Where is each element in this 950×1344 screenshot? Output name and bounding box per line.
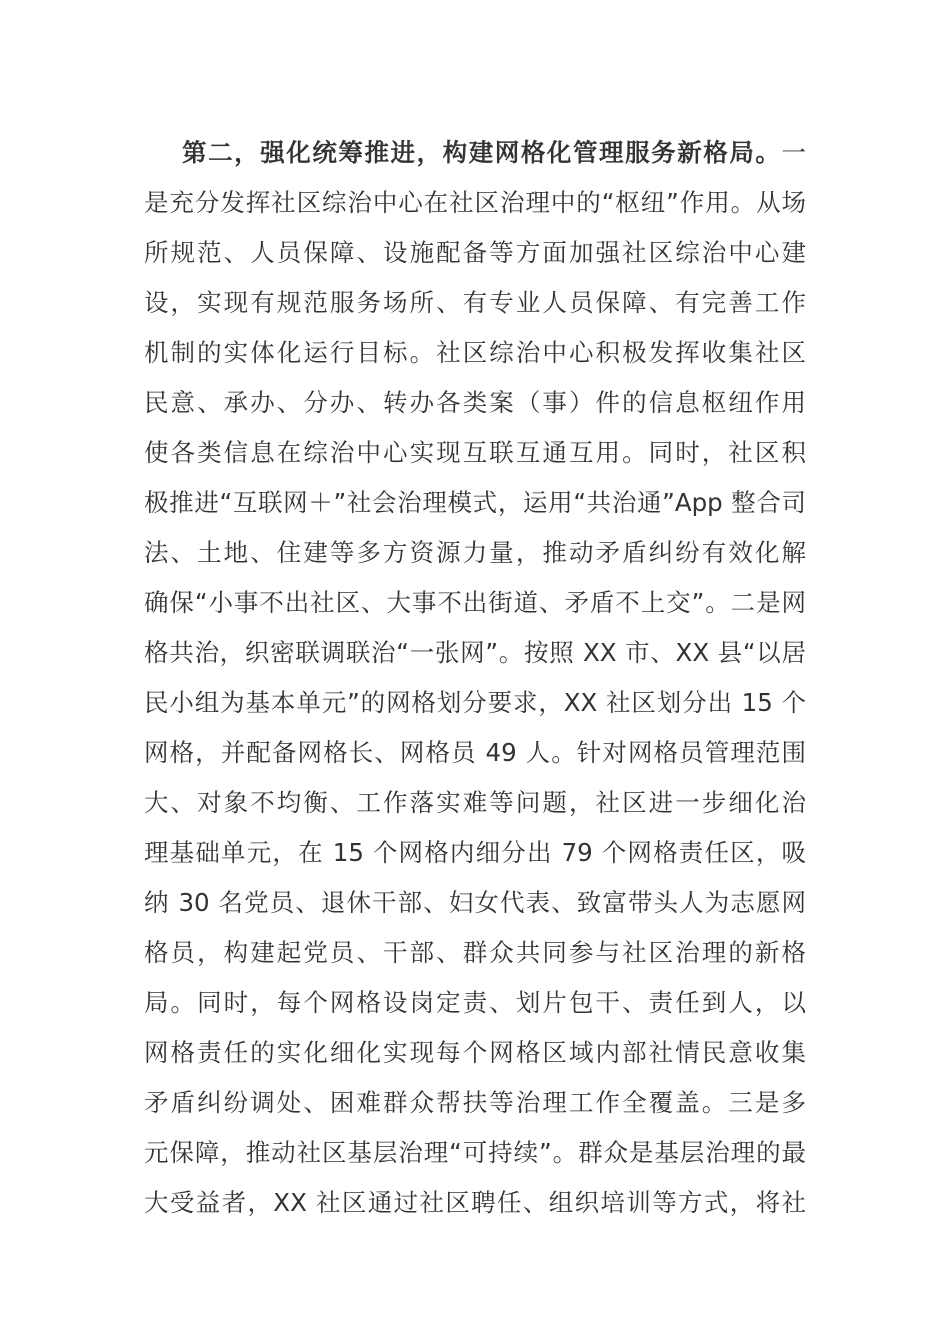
text-line: 民意、承办、分办、转办各类案（事）件的信息枢纽作用 bbox=[144, 388, 806, 417]
text-line: 网格，并配备网格长、网格员 49 人。针对网格员管理范围 bbox=[144, 738, 806, 767]
text-line: 法、土地、住建等多方资源力量，推动矛盾纠纷有效化解 bbox=[144, 538, 806, 567]
text-line: 是充分发挥社区综治中心在社区治理中的“枢纽”作用。从场 bbox=[144, 188, 806, 217]
paragraph-first-line bbox=[144, 128, 806, 178]
text-line: 理基础单元，在 15 个网格内细分出 79 个网格责任区，吸 bbox=[144, 838, 806, 867]
text-line: 机制的实体化运行目标。社区综治中心积极发挥收集社区 bbox=[144, 338, 806, 367]
text-line: 大受益者，XX 社区通过社区聘任、组织培训等方式，将社 bbox=[144, 1188, 806, 1217]
text-line: 网格责任的实化细化实现每个网格区域内部社情民意收集 bbox=[144, 1038, 806, 1067]
text-line: 极推进“互联网＋”社会治理模式，运用“共治通”App 整合司 bbox=[144, 488, 806, 517]
text-line: 使各类信息在综治中心实现互联互通互用。同时，社区积 bbox=[144, 438, 806, 467]
section-heading: 第二，强化统筹推进，构建网格化管理服务新格局。 bbox=[182, 138, 782, 167]
text-line: 纳 30 名党员、退休干部、妇女代表、致富带头人为志愿网 bbox=[144, 888, 806, 917]
text-line: 元保障，推动社区基层治理“可持续”。群众是基层治理的最 bbox=[144, 1138, 806, 1167]
text-line: 大、对象不均衡、工作落实难等问题，社区进一步细化治 bbox=[144, 788, 806, 817]
text-line: 局。同时，每个网格设岗定责、划片包干、责任到人，以 bbox=[144, 988, 806, 1017]
text-line: 设，实现有规范服务场所、有专业人员保障、有完善工作 bbox=[144, 288, 806, 317]
text-line: 矛盾纠纷调处、困难群众帮扶等治理工作全覆盖。三是多 bbox=[144, 1088, 806, 1117]
text-line: 确保“小事不出社区、大事不出街道、矛盾不上交”。二是网 bbox=[144, 588, 806, 617]
text-line: 所规范、人员保障、设施配备等方面加强社区综治中心建 bbox=[144, 238, 806, 267]
text-segment: 一 bbox=[781, 138, 806, 167]
text-line: 民小组为基本单元”的网格划分要求，XX 社区划分出 15 个 bbox=[144, 688, 806, 717]
text-line: 格共治，织密联调联治“一张网”。按照 XX 市、XX 县“以居 bbox=[144, 638, 806, 667]
text-line: 格员，构建起党员、干部、群众共同参与社区治理的新格 bbox=[144, 938, 806, 967]
body-text bbox=[144, 128, 806, 1228]
